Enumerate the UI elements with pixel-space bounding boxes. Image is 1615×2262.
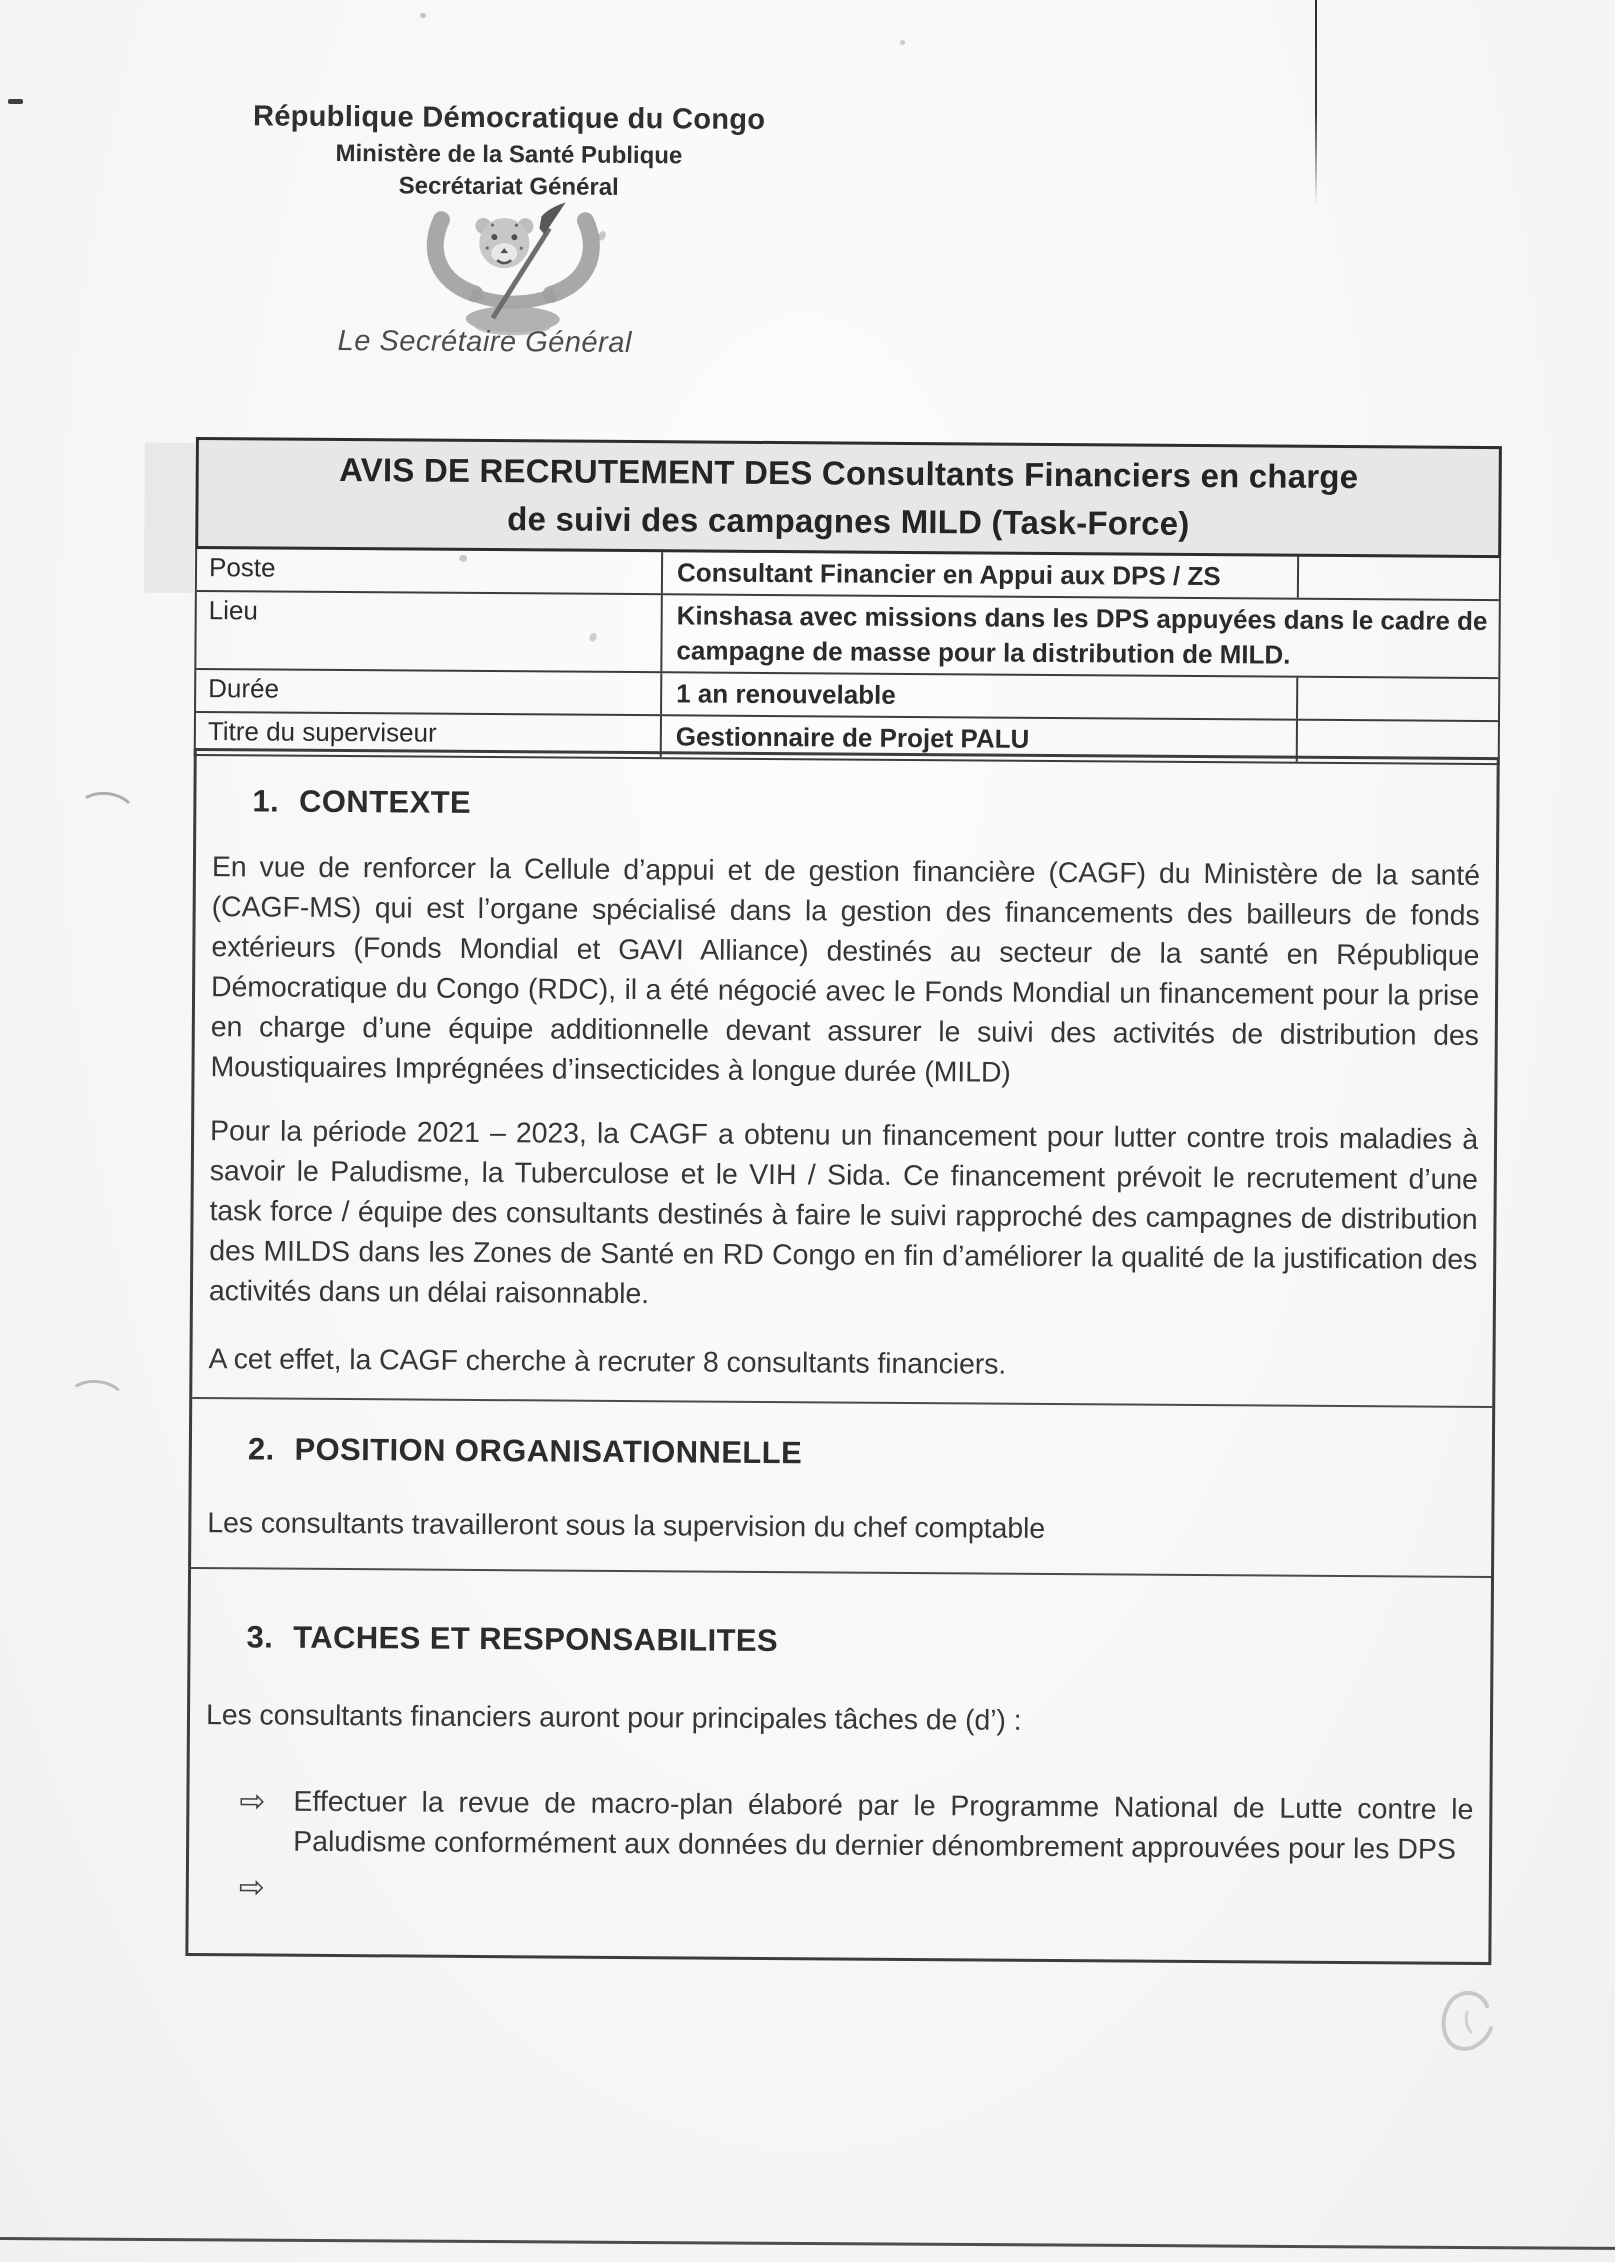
section-heading-taches [206,1619,1474,1664]
info-label: Titre du superviseur [196,713,662,757]
table-row-duree [196,668,1498,720]
paragraph: A cet effet, la CAGF cherche à recruter 8 consultants financiers. [208,1343,1007,1381]
arrow-bullet-icon: ⇨ [239,1783,266,1819]
position-info-table [194,549,1501,765]
list-item [239,1867,1473,1916]
scan-speck [459,555,467,562]
info-label: Durée [196,670,662,714]
section-title: CONTEXTE [298,783,472,820]
section-title: POSITION ORGANISATIONNELLE [294,1431,803,1471]
drc-leopard-emblem-icon [413,197,614,338]
arrow-bullet-icon: ⇨ [238,1869,265,1905]
info-value: Kinshasa avec missions dans les DPS appuyées dans le cadre de campagne de masse pour la distribution de MILD. [676,600,1488,670]
recruitment-banner [195,437,1502,558]
table-row-lieu [196,590,1499,677]
empty-cell [1296,678,1498,720]
section-title: TACHES ET RESPONSABILITES [293,1619,779,1659]
ministry-title: Ministère de la Santé Publique [335,139,683,170]
scanner-shadow-strip [144,443,195,593]
list-item [239,1781,1474,1870]
signature-title: Le Secrétaire Général [337,324,632,360]
paragraph: Les consultants travailleront sous la supervision du chef comptable [207,1507,1046,1545]
paragraph: Pour la période 2021 – 2023, la CAGF a obtenu un financement pour lutter contre trois maladies à savoir le Paludisme, la Tuberculose et le VIH / Sida. Ce financement prévoit le recrutement d’une task force / équipe des consultants destinés à faire le suivi rapproché des campagnes de distribution des MILDS dans les Zones de Santé en RD Congo en fin d’améliorer la qualité de la justification des activités dans un délai raisonnable. [208,1115,1479,1311]
task-bullet-list [205,1781,1474,1916]
letterhead [169,100,850,204]
content-box [185,748,1499,1965]
paragraph: Les consultants financiers auront pour principales tâches de (d’) : [205,1699,1022,1737]
info-value: Consultant Financier en Appui aux DPS / ZS [676,557,1221,592]
section-number: 2. [247,1431,275,1467]
info-label: Lieu [196,592,663,671]
section-heading-position [208,1431,1476,1476]
bullet-text: Effectuer la revue de macro-plan élaboré par le Programme National de Lutte contre le Paludisme conformément aux données du dernier dénombrement approuvées pour les DPS [293,1785,1474,1866]
empty-cell [1297,557,1499,599]
section-number: 3. [246,1619,274,1655]
bullet-text [293,1868,1473,1916]
banner-title-line-1: AVIS DE RECRUTEMENT DES Consultants Financiers en charge [339,450,1359,496]
info-label: Poste [197,549,663,593]
info-value: 1 an renouvelable [676,678,896,710]
section-heading-contexte [212,783,1480,828]
country-title: République Démocratique du Congo [252,100,766,136]
paragraph: En vue de renforcer la Cellule d’appui et de gestion financière (CAGF) du Ministère de la santé (CAGF-MS) qui est l’organe spécialisé dans la gestion des financements des bailleurs de fonds extérieurs (Fonds Mondial et GAVI Alliance) destinés au secteur de la santé en République Démocratique du Congo (RDC), il a été négocié avec le Fonds Mondial un financement pour la prise en charge d’une équipe additionnelle devant assurer le suivi des activités de distribution des Moustiquaires Imprégnées d’insecticides à longue durée (MILD) [210,851,1481,1089]
banner-title-line-2: de suivi des campagnes MILD (Task-Force) [507,500,1190,542]
secretariat-title: Secrétariat Général [398,172,619,201]
section-number: 1. [252,783,280,819]
info-value: Gestionnaire de Projet PALU [675,721,1030,754]
section-divider [191,1567,1491,1578]
section-divider [192,1397,1492,1408]
